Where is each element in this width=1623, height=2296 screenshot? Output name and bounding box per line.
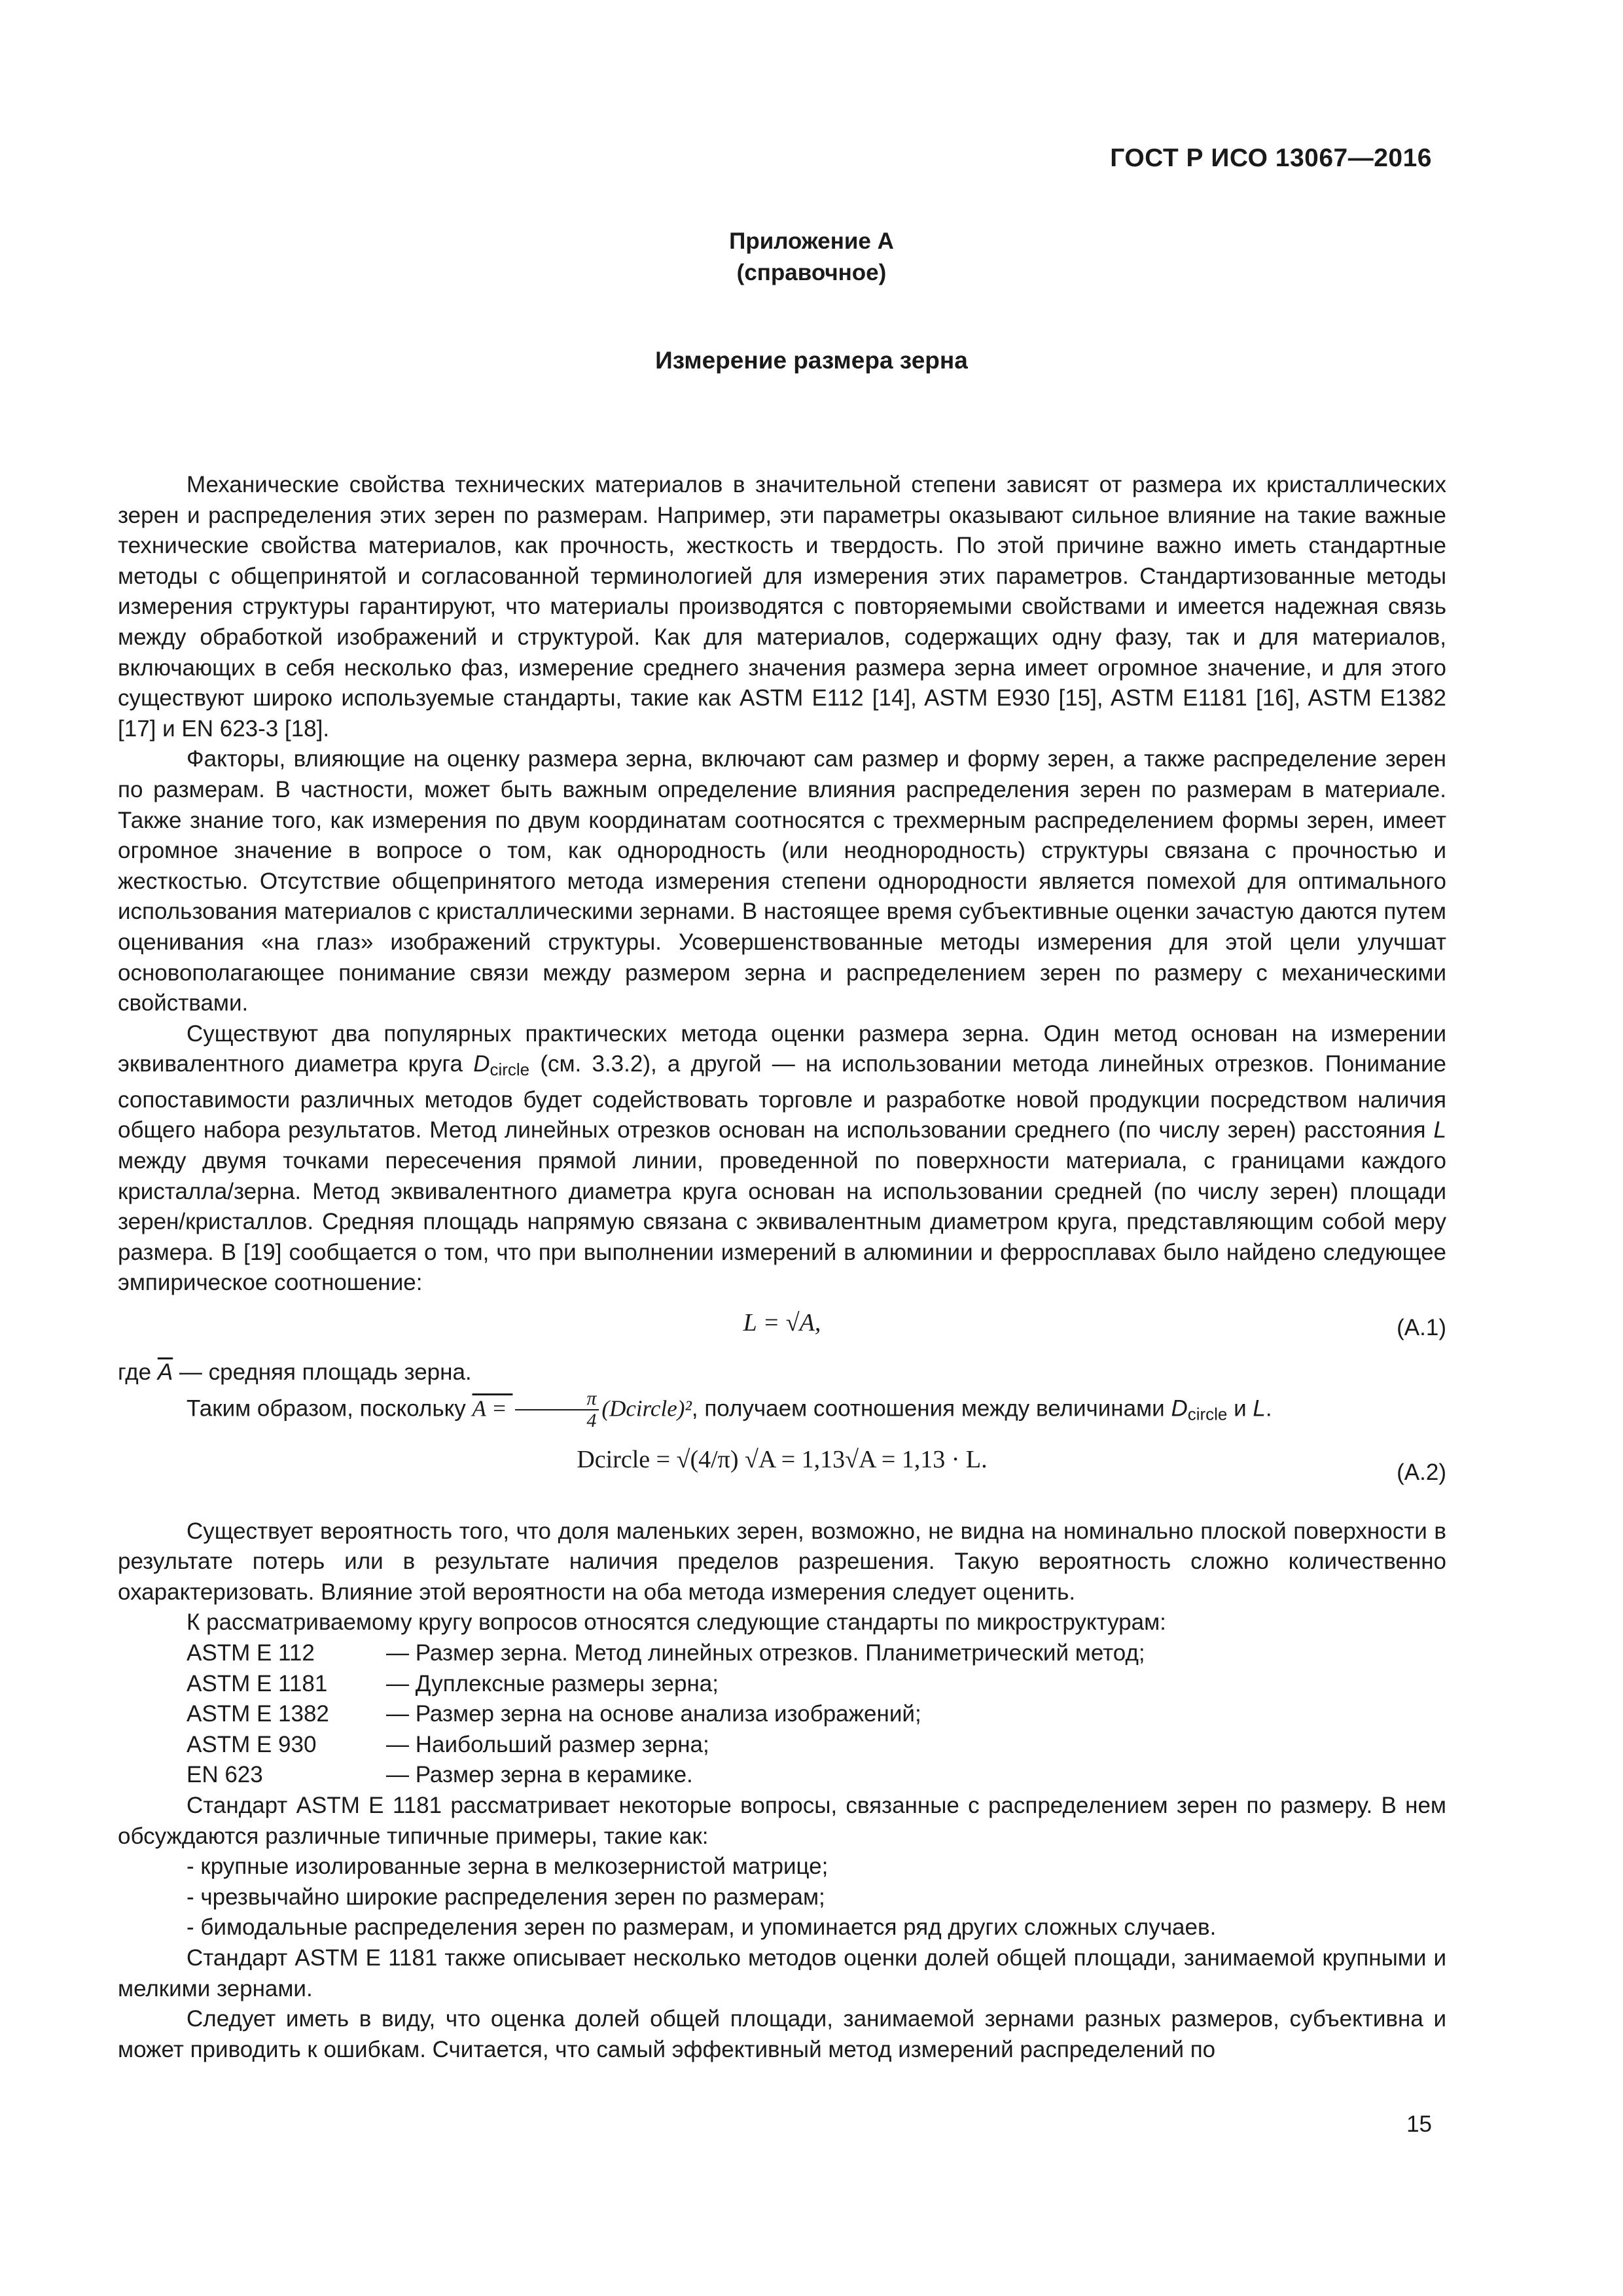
formula-a1-expression: L = √A, [743,1309,821,1337]
thus-paragraph [118,1388,1446,1431]
formula-a2 [118,1431,1446,1516]
formula-a2-expression: Dcircle = √(4/π) √A = 1,13√A = 1,13 · L. [577,1445,988,1473]
standard-code: ГОСТ Р ИСО 13067—2016 [1110,144,1432,172]
fraction-denominator: 4 [586,1409,597,1431]
text-run: где [118,1359,158,1386]
standard-description: — Размер зерна на основе анализа изображений; [386,1701,921,1727]
standard-item [187,1699,1446,1730]
appendix-title: Измерение размера зерна [655,347,968,374]
page-number: 15 [1406,2111,1432,2137]
text-run: и [1227,1395,1253,1421]
formula-a1-number: (A.1) [1397,1315,1446,1341]
symbol-d: D [473,1051,490,1077]
inline-formula-lhs: A = [472,1395,513,1421]
formula-a1 [118,1299,1446,1357]
paragraph: Стандарт ASTM E 1181 также описывает несколько методов оценки долей общей площади, занимаемой крупными и мелкими зернами. [118,1945,1446,2001]
list-item: - чрезвычайно широкие распределения зерен по размерам; [187,1884,825,1910]
paragraph: Существует вероятность того, что доля маленьких зерен, возможно, не видна на номинально плоской поверхности в результате потерь или в результате наличия пределов разрешения. Такую вероятность сложно количественно охарактеризовать. Влияние этой вероятности на оба метода измерения следует оценить. [118,1518,1446,1605]
text-run: , получаем соотношения между величинами [691,1395,1171,1421]
paragraph: Стандарт ASTM E 1181 рассматривает некоторые вопросы, связанные с распределением зерен по размеру. В нем обсуждаются различные типичные примеры, такие как: [118,1792,1446,1849]
standard-code-label: ASTM E 1181 [187,1670,328,1696]
text-run: Существуют два популярных практических метода оценки размера зерна. Один метод основан на измерении эквивалентного диаметра круга [118,1020,1446,1077]
where-clause [118,1357,1446,1388]
subscript-circle: circle [1187,1403,1228,1424]
standard-code-label: EN 623 [187,1762,263,1788]
standard-item [187,1730,1446,1761]
fraction-numerator: π [515,1388,599,1410]
document-body [118,470,1446,2065]
standard-description: — Наибольший размер зерна; [386,1731,709,1757]
examples-list [118,1852,1446,1943]
paragraph: Механические свойства технических материалов в значительной степени зависят от размера их кристаллических зерен и распределения этих зерен по размерам. Например, эти параметры оказывают сильное влияние на такие важные технические свойства материалов, как прочность, жесткость и твердость. По этой причине важно иметь стандартные методы с общепринятой и согласованной терминологией для измерения этих параметров. Стандартизованные методы измерения структуры гарантируют, что материалы производятся с повторяемыми свойствами и имеется надежная связь между обработкой изображений и структурой. Как для материалов, содержащих одну фазу, так и для материалов, включающих в себя несколько фаз, измерение среднего значения размера зерна имеет огромное значение, и для этого существуют широко используемые стандарты, такие как ASTM E112 [14], ASTM E930 [15], ASTM E1181 [16], ASTM E1382 [17] и EN 623-3 [18]. [118,472,1446,742]
standard-item [187,1638,1446,1669]
text-run: между двумя точками пересечения прямой линии, проведенной по поверхности материала, с границами каждого кристалла/зерна. Метод эквивалентного диаметра круга основан на использовании средней (по числу зерен) площади зерен/кристаллов. Средняя площадь напрямую связана с эквивалентным диаметром круга, представляющим собой меру размера. В [19] сообщается о том, что при выполнении измерений в алюминии и ферросплавах было найдено следующее эмпирическое соотношение: [118,1148,1446,1296]
formula-a2-number: (A.2) [1397,1459,1446,1485]
appendix-heading [0,226,1623,289]
appendix-type: (справочное) [736,260,887,285]
paragraph: К рассматриваемому кругу вопросов относятся следующие стандарты по микроструктурам: [187,1609,1166,1636]
standard-description: — Размер зерна. Метод линейных отрезков. Планиметрический метод; [386,1640,1145,1666]
list-item: - крупные изолированные зерна в мелкозернистой матрице; [187,1854,829,1880]
standards-list [118,1638,1446,1791]
symbol-l: L [1433,1117,1446,1143]
paragraph: Следует иметь в виду, что оценка долей общей площади, занимаемой зернами разных размеров, субъективна и может приводить к ошибкам. Считается, что самый эффективный метод измерений распределений по [118,2006,1446,2062]
inline-fraction [515,1388,599,1431]
text-run: . [1265,1395,1272,1421]
standard-code-label: ASTM E 112 [187,1640,315,1666]
standard-description: — Размер зерна в керамике. [386,1762,693,1788]
standard-code-label: ASTM E 930 [187,1731,317,1757]
text-run: (см. 3.3.2), а другой — на использовании метода линейных отрезков. Понимание сопоставимости различных методов будет содействовать торговле и разработке новой продукции посредством наличия общего набора результатов. Метод линейных отрезков основан на использовании среднего (по числу зерен) расстояния [118,1051,1446,1143]
appendix-label: Приложение А [729,228,894,254]
symbol-d: D [1171,1395,1188,1421]
standard-item [187,1760,1446,1791]
symbol-l: L [1253,1395,1266,1421]
paragraph [118,1019,1446,1299]
subscript-circle: circle [490,1060,530,1080]
symbol-a-bar: $\overline{A}$ [157,1359,173,1386]
text-run: — средняя площадь зерна. [173,1359,472,1386]
text-run: Таким образом, поскольку [187,1395,473,1421]
standard-description: — Дуплексные размеры зерна; [386,1670,719,1696]
inline-formula-rhs: (Dcircle)² [601,1395,692,1421]
paragraph: Факторы, влияющие на оценку размера зерна, включают сам размер и форму зерен, а также распределение зерен по размерам. В частности, может быть важным определение влияния распределения зерен по размерам в материале. Также знание того, как измерения по двум координатам соотносятся с трехмерным распределением формы зерен, имеет огромное значение в вопросе о том, как однородность (или неоднородность) структуры связана с прочностью и жесткостью. Отсутствие общепринятого метода измерения степени однородности является помехой для оптимального использования материалов с кристаллическими зернами. В настоящее время субъективные оценки зачастую даются путем оценивания «на глаз» изображений структуры. Усовершенствованные методы измерения для этой цели улучшат основополагающее понимание связи между размером зерна и распределением зерен по размеру с механическими свойствами. [118,746,1446,1016]
standard-code-label: ASTM E 1382 [187,1701,329,1727]
list-item: - бимодальные распределения зерен по размерам, и упоминается ряд других сложных случаев. [187,1914,1217,1941]
standard-item [187,1669,1446,1700]
